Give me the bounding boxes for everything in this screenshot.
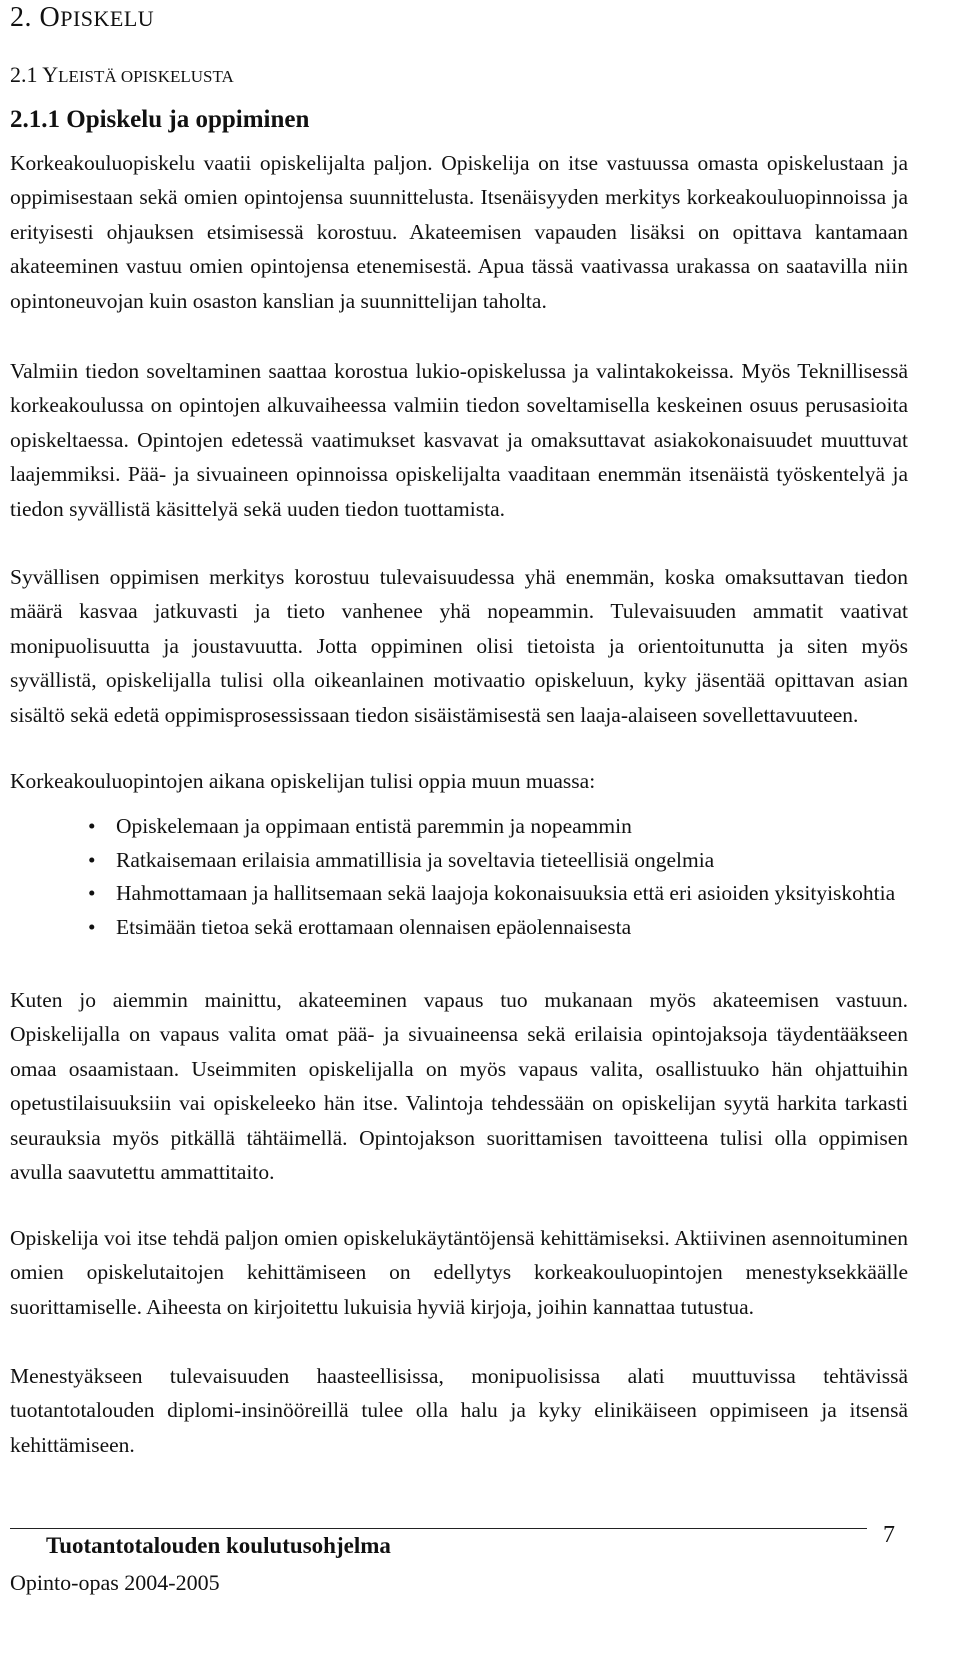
chapter-heading xyxy=(10,2,154,34)
subsection-heading: 2.1.1 Opiskelu ja oppiminen xyxy=(10,106,310,133)
section-title-rest: LEISTÄ OPISKELUSTA xyxy=(58,67,234,86)
paragraph-deep-learning: Syvällisen oppimisen merkitys korostuu tulevaisuudessa yhä enemmän, koska omaksuttavan tiedon määrä kasvaa jatkuvasti ja tieto vanhenee yhä nopeammin. Tulevaisuuden ammatit vaativat monipuolisuutta ja joustavuutta. Jotta oppiminen olisi tietoista ja orientoitunutta ja siten myös syvällistä, opiskelijalla tulisi olla oikeanlainen motivaatio opiskeluun, kyky jäsentää opittavan asian sisältö sekä edetä oppimisprosessissaan tiedon sisäistämisestä sen laaja-alaiseen sovellettavuuteen. xyxy=(10,565,908,727)
bullet-icon: • xyxy=(88,814,96,838)
bullet-icon: • xyxy=(88,847,96,872)
paragraph-list-intro: Korkeakouluopintojen aikana opiskelijan tulisi oppia muun muassa: xyxy=(10,769,596,793)
list-item xyxy=(10,844,908,878)
chapter-title-initial: O xyxy=(39,2,61,33)
paragraph-applying-knowledge: Valmiin tiedon soveltaminen saattaa korostua lukio-opiskelussa ja valintakokeissa. Myös Teknillisessä korkeakoulussa on opintojen alkuvaiheessa valmiin tiedon soveltamisella keskeinen osuus perusasioita opiskeltaessa. Opintojen edetessä vaatimukset kasvavat ja omaksuttavat asiakokonaisuudet muuttuvat laajemmiksi. Pää- ja sivuaineen opinnoissa opiskelijalta vaaditaan enemmän itsenäistä työskentelyä ja tiedon syvällistä käsittelyä sekä uuden tiedon tuottamista. xyxy=(10,359,908,521)
chapter-title-rest: PISKELU xyxy=(60,6,155,31)
list-item-text: Opiskelemaan ja oppimaan entistä paremmin ja nopeammin xyxy=(116,814,632,838)
page-number: 7 xyxy=(883,1522,895,1548)
list-item xyxy=(10,877,908,911)
list-item-text: Hahmottamaan ja hallitsemaan sekä laajoja kokonaisuuksia että eri asioiden yksityiskohtia xyxy=(116,881,896,905)
chapter-number: 2. xyxy=(10,2,32,33)
footer-divider xyxy=(10,1528,867,1529)
bullet-icon: • xyxy=(88,914,96,939)
section-number: 2.1 xyxy=(10,62,38,87)
list-item-text: Etsimään tietoa sekä erottamaan olennaisen epäolennaisesta xyxy=(116,914,632,939)
list-item xyxy=(10,911,908,945)
section-title-initial: Y xyxy=(42,62,59,87)
list-item-text: Ratkaisemaan erilaisia ammatillisia ja soveltavia tieteellisiä ongelmia xyxy=(116,847,715,872)
bullet-icon: • xyxy=(88,881,96,905)
paragraph-academic-freedom: Kuten jo aiemmin mainittu, akateeminen vapaus tuo mukanaan myös akateemisen vastuun. Opiskelijalla on vapaus valita omat pää- ja sivuaineensa sekä erilaisia opintojaksoja täydentääkseen omaa osaamistaan. Useimmiten opiskelijalla on myös vapaus valita, osallistuuko hän ohjattuihin opetustilaisuuksiin vai opiskeleeko hän itse. Valintoja tehdessään on opiskelijan syytä harkita tarkasti seurauksia myös pitkällä tähtäimellä. Opintojakson suorittamisen tavoitteena tulisi olla oppimisen avulla saavutettu ammattitaito. xyxy=(10,988,908,1185)
paragraph-study-skills: Opiskelija voi itse tehdä paljon omien opiskelukäytäntöjensä kehittämiseksi. Aktiivinen asennoituminen omien opiskelutaitojen kehittämiseen on edellytys korkeakouluopintojen menestyksekkäälle suorittamiselle. Aiheesta on kirjoitettu lukuisia hyviä kirjoja, joihin kannattaa tutustua. xyxy=(10,1226,908,1319)
list-item xyxy=(10,810,908,844)
paragraph-study-responsibility: Korkeakouluopiskelu vaatii opiskelijalta paljon. Opiskelija on itse vastuussa omasta opiskelustaan ja oppimisestaan sekä omien opintojensa suunnittelusta. Itsenäisyyden merkitys korkeakouluopinnoissa ja erityisesti ohjauksen etsimisessä korostuu. Akateemisen vapauden lisäksi on opittava kantamaan akateeminen vastuu omien opintojensa etenemisestä. Apua tässä vaativassa urakassa on saatavilla niin opintoneuvojan kuin osaston kanslian ja suunnittelijan taholta. xyxy=(10,151,908,313)
learning-goals-list xyxy=(10,810,908,944)
paragraph-lifelong-learning: Menestyäkseen tulevaisuuden haasteellisissa, monipuolisissa alati muuttuvissa tehtävissä tuotantotalouden diplomi-insinööreillä tulee olla halu ja kyky elinikäiseen oppimiseen ja itsensä kehittämiseen. xyxy=(10,1364,908,1457)
footer-title: Tuotantotalouden koulutusohjelma xyxy=(46,1533,391,1558)
section-heading xyxy=(10,62,234,88)
footer-subtitle: Opinto-opas 2004-2005 xyxy=(10,1570,220,1595)
